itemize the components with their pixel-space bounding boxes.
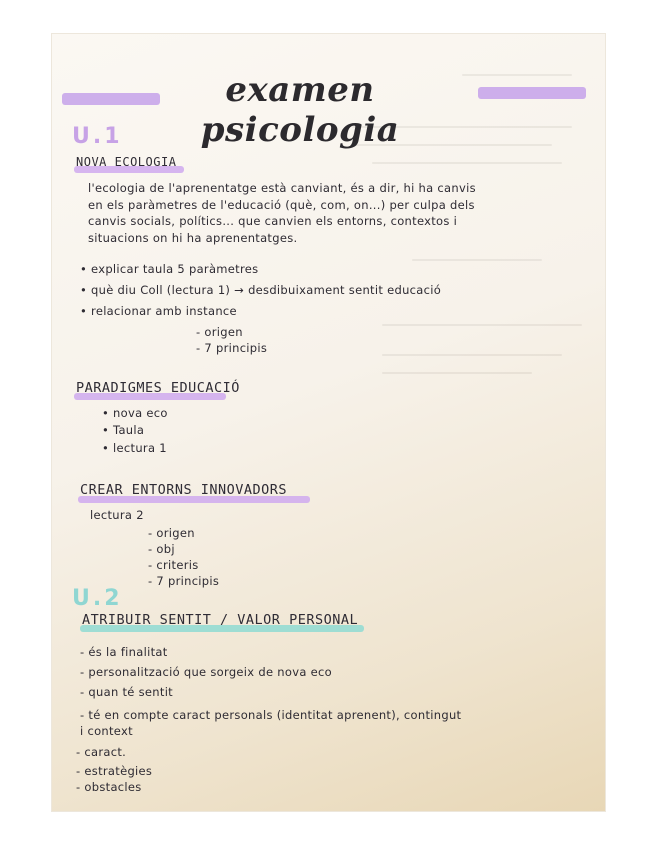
bleed-through-line (412, 259, 542, 261)
list-item: - quan té sentit (80, 685, 173, 699)
page-title: examen psicologia (200, 70, 400, 150)
intro-line: lectura 2 (90, 508, 144, 522)
list-item: • nova eco (102, 406, 168, 420)
sub-item: - 7 principis (148, 574, 220, 588)
sub-item: - origen (196, 325, 243, 339)
sub-item: - criteris (148, 558, 199, 572)
bullet-item: • relacionar amb instance (80, 304, 237, 318)
bullet-item: • explicar taula 5 paràmetres (80, 262, 259, 276)
list-item: - és la finalitat (80, 645, 168, 659)
paragraph-line: canvis socials, polítics... que canvien els entorns, contextos i (88, 214, 458, 228)
bleed-through-line (382, 372, 532, 374)
sub-item: - origen (148, 526, 195, 540)
bleed-through-line (382, 324, 582, 326)
list-item-continuation: i context (80, 724, 133, 738)
unit-2-label: U.2 (72, 586, 123, 611)
paragraph-line: en els paràmetres de l'educació (què, com, on...) per culpa dels (88, 197, 475, 212)
list-item: • Taula (102, 423, 145, 437)
title-highlight-right (478, 87, 586, 99)
section-heading-crear-entorns: CREAR ENTORNS INNOVADORS (80, 482, 288, 498)
paragraph-line: l'ecologia de l'aprenentatge està canviant, és a dir, hi ha canvis (88, 181, 476, 195)
sub-item: - 7 principis (196, 341, 268, 355)
section-heading-paradigmes: PARADIGMES EDUCACIÓ (76, 380, 240, 396)
section-heading-nova-ecologia: NOVA ECOLOGIA (76, 155, 177, 169)
section-heading-atribuir-sentit: ATRIBUIR SENTIT / VALOR PERSONAL (82, 612, 359, 628)
list-item: • lectura 1 (102, 441, 167, 455)
bleed-through-line (372, 162, 562, 164)
bleed-through-line (382, 354, 562, 356)
bullet-item: • què diu Coll (lectura 1) → desdibuixament sentit educació (80, 283, 442, 297)
list-item: - estratègies (76, 764, 153, 778)
paragraph-line: situacions on hi ha aprenentatges. (88, 230, 298, 245)
unit-1-label: U.1 (72, 124, 123, 149)
list-item: - té en compte caract personals (identitat aprenent), contingut (80, 708, 462, 722)
list-item: - obstacles (76, 780, 142, 794)
list-item: - personalització que sorgeix de nova eco (80, 665, 332, 679)
list-item: - caract. (76, 745, 127, 759)
nova-ecologia-paragraph (88, 180, 528, 246)
sub-item: - obj (148, 542, 175, 556)
